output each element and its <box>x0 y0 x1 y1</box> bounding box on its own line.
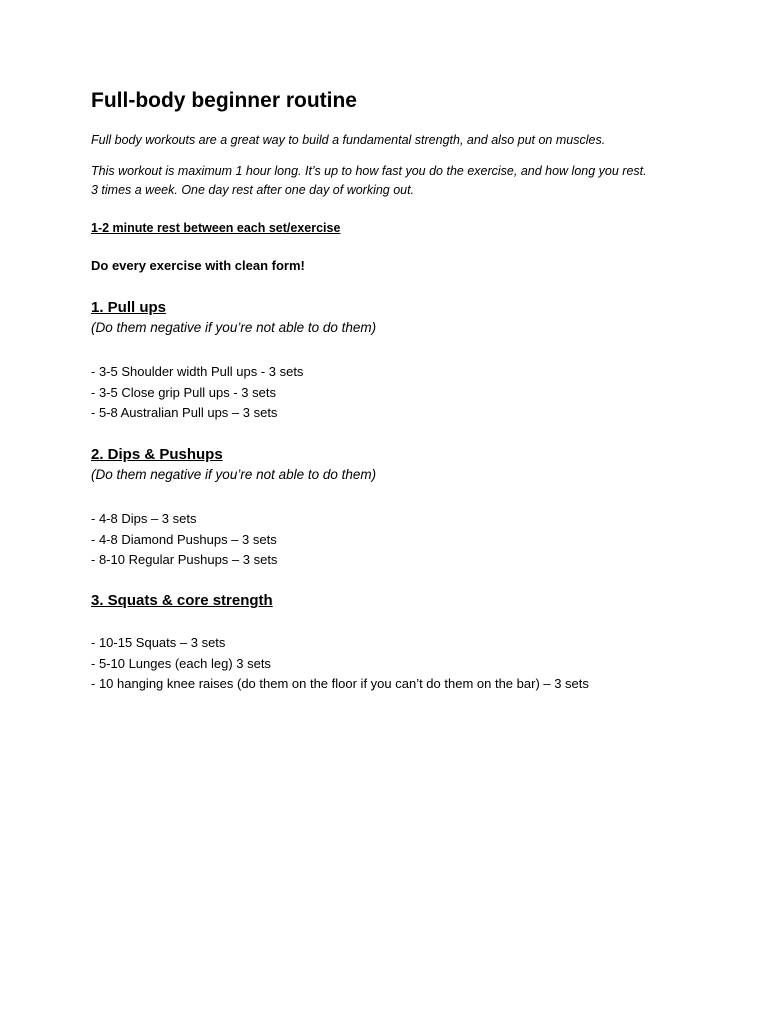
section-title: 3. Squats & core strength <box>91 592 273 609</box>
exercise-item: - 4-8 Dips – 3 sets <box>91 511 197 526</box>
exercise-item: - 3-5 Shoulder width Pull ups - 3 sets <box>91 364 304 379</box>
section-note: (Do them negative if you’re not able to do them) <box>91 320 377 335</box>
section-title: 1. Pull ups <box>91 299 167 316</box>
section-note: (Do them negative if you’re not able to do them) <box>91 467 377 482</box>
exercise-item: - 5-8 Australian Pull ups – 3 sets <box>91 405 278 420</box>
exercise-item: - 4-8 Diamond Pushups – 3 sets <box>91 531 277 547</box>
exercise-item: - 8-10 Regular Pushups – 3 sets <box>91 552 278 567</box>
exercise-list-pull-ups <box>91 362 303 424</box>
exercise-item: - 5-10 Lunges (each leg) 3 sets <box>91 655 271 671</box>
exercise-list-squats-core <box>91 633 589 695</box>
exercise-item: - 10-15 Squats – 3 sets <box>91 635 226 650</box>
exercise-list-dips-pushups <box>91 509 277 571</box>
section-dips-pushups <box>91 445 731 485</box>
intro-text: Full body workouts are a great way to build a fundamental strength, and also put on muscles. <box>91 133 606 147</box>
schedule-line: This workout is maximum 1 hour long. It’s up to how fast you do the exercise, and how long you rest. <box>91 164 647 178</box>
document-title: Full-body beginner routine <box>91 89 357 112</box>
section-squats-core <box>91 591 731 611</box>
rest-note: 1-2 minute rest between each set/exercise <box>91 221 341 235</box>
section-title: 2. Dips & Pushups <box>91 446 223 463</box>
schedule-paragraph <box>91 162 647 200</box>
schedule-line: 3 times a week. One day rest after one day of working out. <box>91 183 415 197</box>
exercise-item: - 10 hanging knee raises (do them on the floor if you can’t do them on the bar) – 3 sets <box>91 676 589 691</box>
section-pull-ups <box>91 298 731 338</box>
form-note: Do every exercise with clean form! <box>91 258 305 273</box>
exercise-item: - 3-5 Close grip Pull ups - 3 sets <box>91 384 276 400</box>
